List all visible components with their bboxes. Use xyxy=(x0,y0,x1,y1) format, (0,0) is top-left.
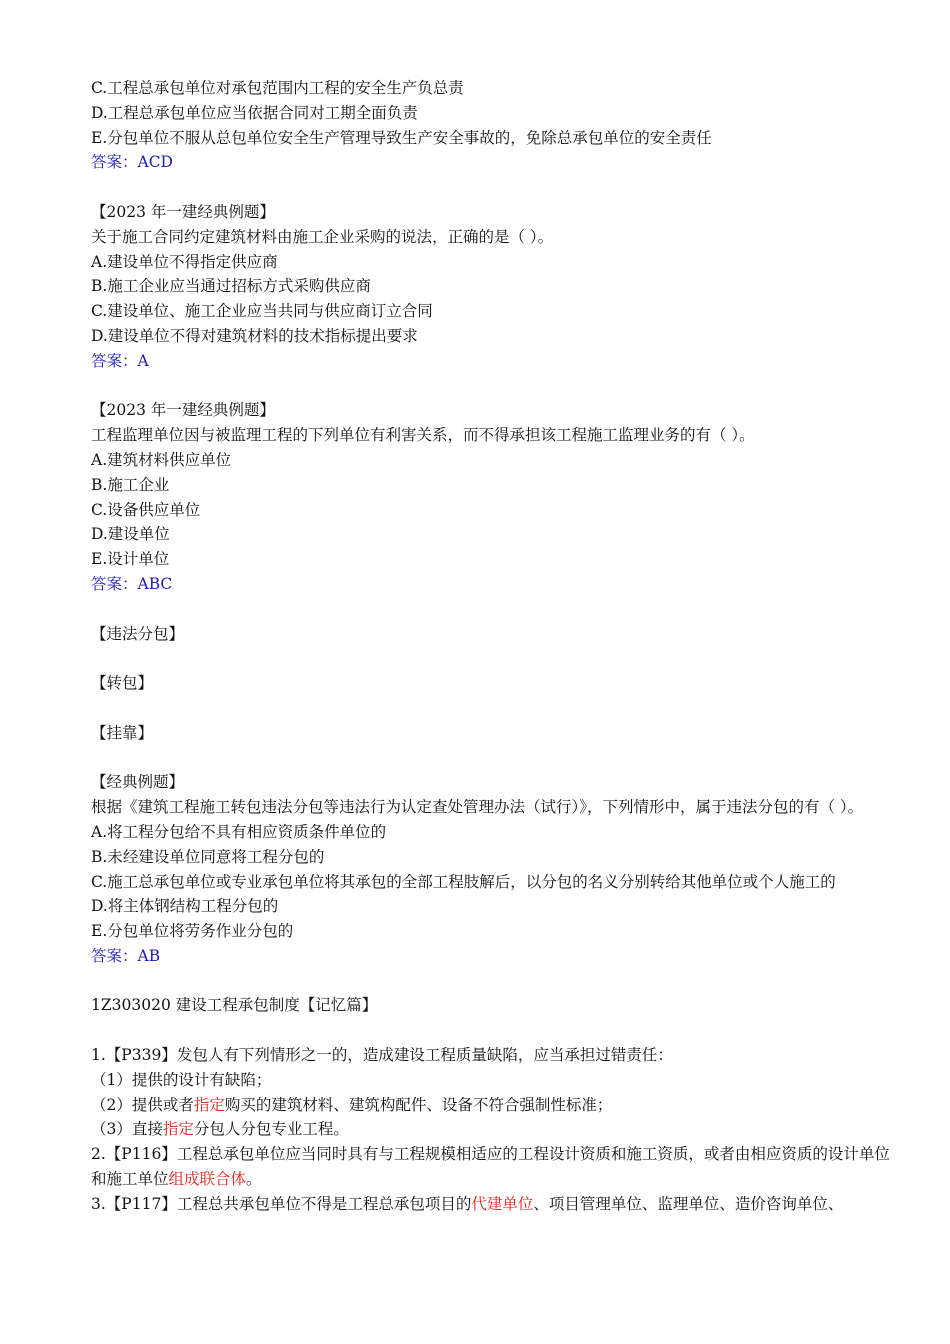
item-number: 3. xyxy=(91,1194,106,1213)
heading-affiliation: 【挂靠】 xyxy=(91,723,154,742)
memo-item-3 xyxy=(91,1192,891,1217)
option-d: D.建设单位 xyxy=(91,525,170,544)
highlight-text: 指定 xyxy=(162,1120,194,1139)
answer: 答案：AB xyxy=(91,946,161,965)
section-title: 1Z303020 建设工程承包制度【记忆篇】 xyxy=(91,996,378,1015)
memo-item-2 xyxy=(91,1142,891,1192)
option-a: A.将工程分包给不具有相应资质条件单位的 xyxy=(91,822,387,841)
spacer xyxy=(91,374,891,399)
sub-text: （3）直接 xyxy=(91,1120,163,1139)
item-text: 、项目管理单位、监理单位、造价咨询单位、 xyxy=(533,1194,844,1213)
memo-sub-3 xyxy=(91,1117,891,1142)
document-page xyxy=(91,76,891,1217)
highlight-text: 指定 xyxy=(193,1095,225,1114)
option-d: D.建设单位不得对建筑材料的技术指标提出要求 xyxy=(91,326,418,345)
spacer xyxy=(91,696,891,721)
option-c: C.施工总承包单位或专业承包单位将其承包的全部工程肢解后，以分包的名义分别转给其他单位或个人施工的 xyxy=(91,872,836,891)
option-b: B.施工企业应当通过招标方式采购供应商 xyxy=(91,277,371,296)
spacer xyxy=(91,597,891,622)
sub-text: 分包人分包专业工程。 xyxy=(193,1120,349,1139)
answer: 答案：ABC xyxy=(91,574,173,593)
spacer xyxy=(91,969,891,994)
option-a: A.建筑材料供应单位 xyxy=(91,450,232,469)
item-text: 工程总承包单位应当同时具有与工程规模相适应的工程设计资质和施工资质，或者由相应资质的设计单位和施工单位 xyxy=(91,1145,890,1189)
option-e: E.分包单位不服从总包单位安全生产管理导致生产安全事故的，免除总承包单位的安全责任 xyxy=(91,128,712,147)
highlight-text: 组成联合体 xyxy=(168,1170,247,1189)
item-text: 发包人有下列情形之一的，造成建设工程质量缺陷，应当承担过错责任： xyxy=(176,1046,673,1065)
option-b: B.未经建设单位同意将工程分包的 xyxy=(91,847,325,866)
option-c: C.工程总承包单位对承包范围内工程的安全生产负总责 xyxy=(91,79,464,97)
option-d: D.将主体钢结构工程分包的 xyxy=(91,897,279,916)
option-d: D.工程总承包单位应当依据合同对工期全面负责 xyxy=(91,103,418,122)
memo-sub-1: （1）提供的设计有缺陷； xyxy=(91,1070,272,1089)
memo-sub-2 xyxy=(91,1093,891,1118)
option-e: E.分包单位将劳务作业分包的 xyxy=(91,922,294,941)
item-number: 2. xyxy=(91,1145,106,1164)
highlight-text: 代建单位 xyxy=(471,1194,534,1213)
option-b: B.施工企业 xyxy=(91,475,170,494)
page-ref: 【P339】 xyxy=(105,1046,177,1065)
question-header: 【2023 年一建经典例题】 xyxy=(91,202,275,221)
question-stem: 关于施工合同约定建筑材料由施工企业采购的说法，正确的是（ ）。 xyxy=(91,227,554,246)
question-stem: 工程监理单位因与被监理工程的下列单位有利害关系，而不得承担该工程施工监理业务的有（ ）。 xyxy=(91,426,755,445)
spacer xyxy=(91,1018,891,1043)
sub-text: （2）提供或者 xyxy=(91,1095,194,1114)
sub-text: 购买的建筑材料、建筑构配件、设备不符合强制性标准； xyxy=(224,1095,613,1114)
question-header: 【2023 年一建经典例题】 xyxy=(91,401,275,420)
page-ref: 【P117】 xyxy=(105,1194,177,1213)
heading-transfer: 【转包】 xyxy=(91,674,154,693)
option-c: C.设备供应单位 xyxy=(91,500,201,519)
page-ref: 【P116】 xyxy=(105,1145,177,1164)
spacer xyxy=(91,646,891,671)
option-c: C.建设单位、施工企业应当共同与供应商订立合同 xyxy=(91,302,433,321)
option-e: E.设计单位 xyxy=(91,550,170,569)
question-header: 【经典例题】 xyxy=(91,773,185,792)
option-a: A.建设单位不得指定供应商 xyxy=(91,252,278,271)
item-number: 1. xyxy=(91,1046,106,1065)
answer: 答案：A xyxy=(91,351,149,370)
answer: 答案：ACD xyxy=(91,153,173,172)
question-stem: 根据《建筑工程施工转包违法分包等违法行为认定查处管理办法（试行）》，下列情形中，属于违法分包的有（ ）。 xyxy=(91,798,864,817)
item-text: 。 xyxy=(246,1170,262,1189)
spacer xyxy=(91,175,891,200)
memo-item-1 xyxy=(91,1043,891,1068)
spacer xyxy=(91,746,891,771)
heading-illegal-subcontract: 【违法分包】 xyxy=(91,624,185,643)
item-text: 工程总共承包单位不得是工程总承包项目的 xyxy=(176,1194,472,1213)
